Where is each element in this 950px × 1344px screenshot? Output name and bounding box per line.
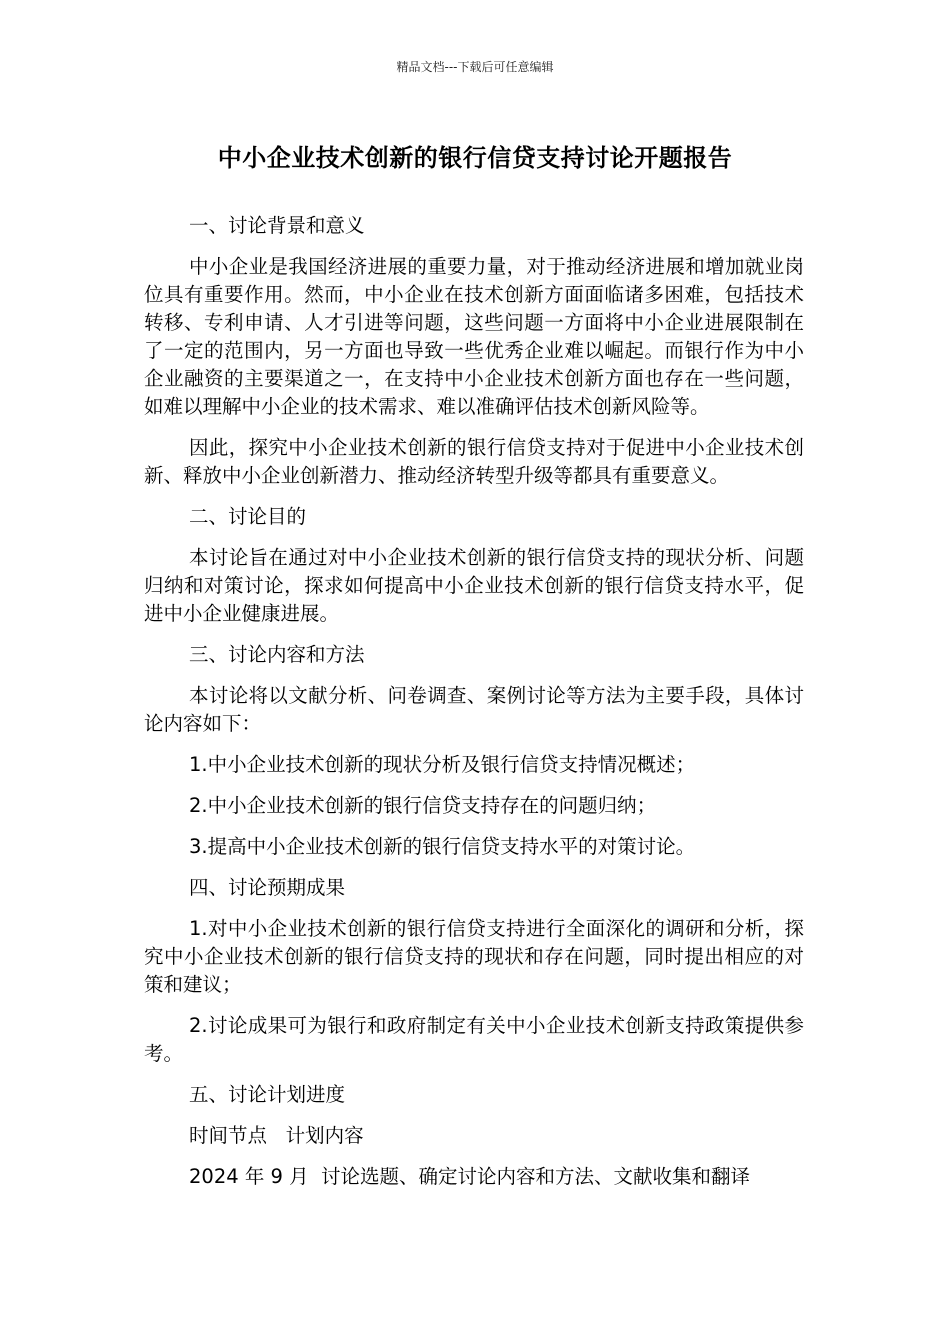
list-item-content-3: 3.提高中小企业技术创新的银行信贷支持水平的对策讨论。	[189, 835, 696, 858]
list-item-content-2: 2.中小企业技术创新的银行信贷支持存在的问题归纳；	[189, 794, 657, 817]
list-item-result-2: 2.讨论成果可为银行和政府制定有关中小企业技术创新支持政策提供参考。	[144, 1014, 804, 1065]
section-heading-content-method: 三、讨论内容和方法	[189, 643, 365, 666]
schedule-row: 2024 年 9 月 讨论选题、确定讨论内容和方法、文献收集和翻译	[189, 1165, 751, 1188]
paragraph-purpose: 本讨论旨在通过对中小企业技术创新的银行信贷支持的现状分析、问题归纳和对策讨论，探求如何提高中小企业技术创新的银行信贷支持水平，促进中小企业健康进展。	[144, 546, 804, 625]
paragraph-significance: 因此，探究中小企业技术创新的银行信贷支持对于促进中小企业技术创新、释放中小企业创新潜力、推动经济转型升级等都具有重要意义。	[144, 436, 804, 487]
list-item-content-1: 1.中小企业技术创新的现状分析及银行信贷支持情况概述；	[189, 753, 696, 776]
section-heading-background: 一、讨论背景和意义	[189, 214, 365, 237]
list-item-result-1: 1.对中小企业技术创新的银行信贷支持进行全面深化的调研和分析，探究中小企业技术创新的银行信贷支持的现状和存在问题，同时提出相应的对策和建议；	[144, 917, 804, 996]
section-heading-expected-results: 四、讨论预期成果	[189, 876, 346, 899]
section-heading-purpose: 二、讨论目的	[189, 505, 307, 528]
paragraph-background: 中小企业是我国经济进展的重要力量，对于推动经济进展和增加就业岗位具有重要作用。然而，中小企业在技术创新方面面临诸多困难，包括技术转移、专利申请、人才引进等问题，这些问题一方面将中小企业进展限制在了一定的范围内，另一方面也导致一些优秀企业难以崛起。而银行作为中小企业融资的主要渠道之一，在支持中小企业技术创新方面也存在一些问题，如难以理解中小企业的技术需求、难以准确评估技术创新风险等。	[144, 255, 804, 418]
header-note: 精品文档---下载后可任意编辑	[396, 60, 554, 74]
paragraph-content-method: 本讨论将以文献分析、问卷调查、案例讨论等方法为主要手段，具体讨论内容如下：	[144, 684, 804, 735]
section-heading-schedule: 五、讨论计划进度	[189, 1083, 346, 1106]
schedule-header: 时间节点 计划内容	[189, 1124, 364, 1147]
document-title: 中小企业技术创新的银行信贷支持讨论开题报告	[217, 144, 733, 172]
document-body	[144, 212, 804, 1204]
